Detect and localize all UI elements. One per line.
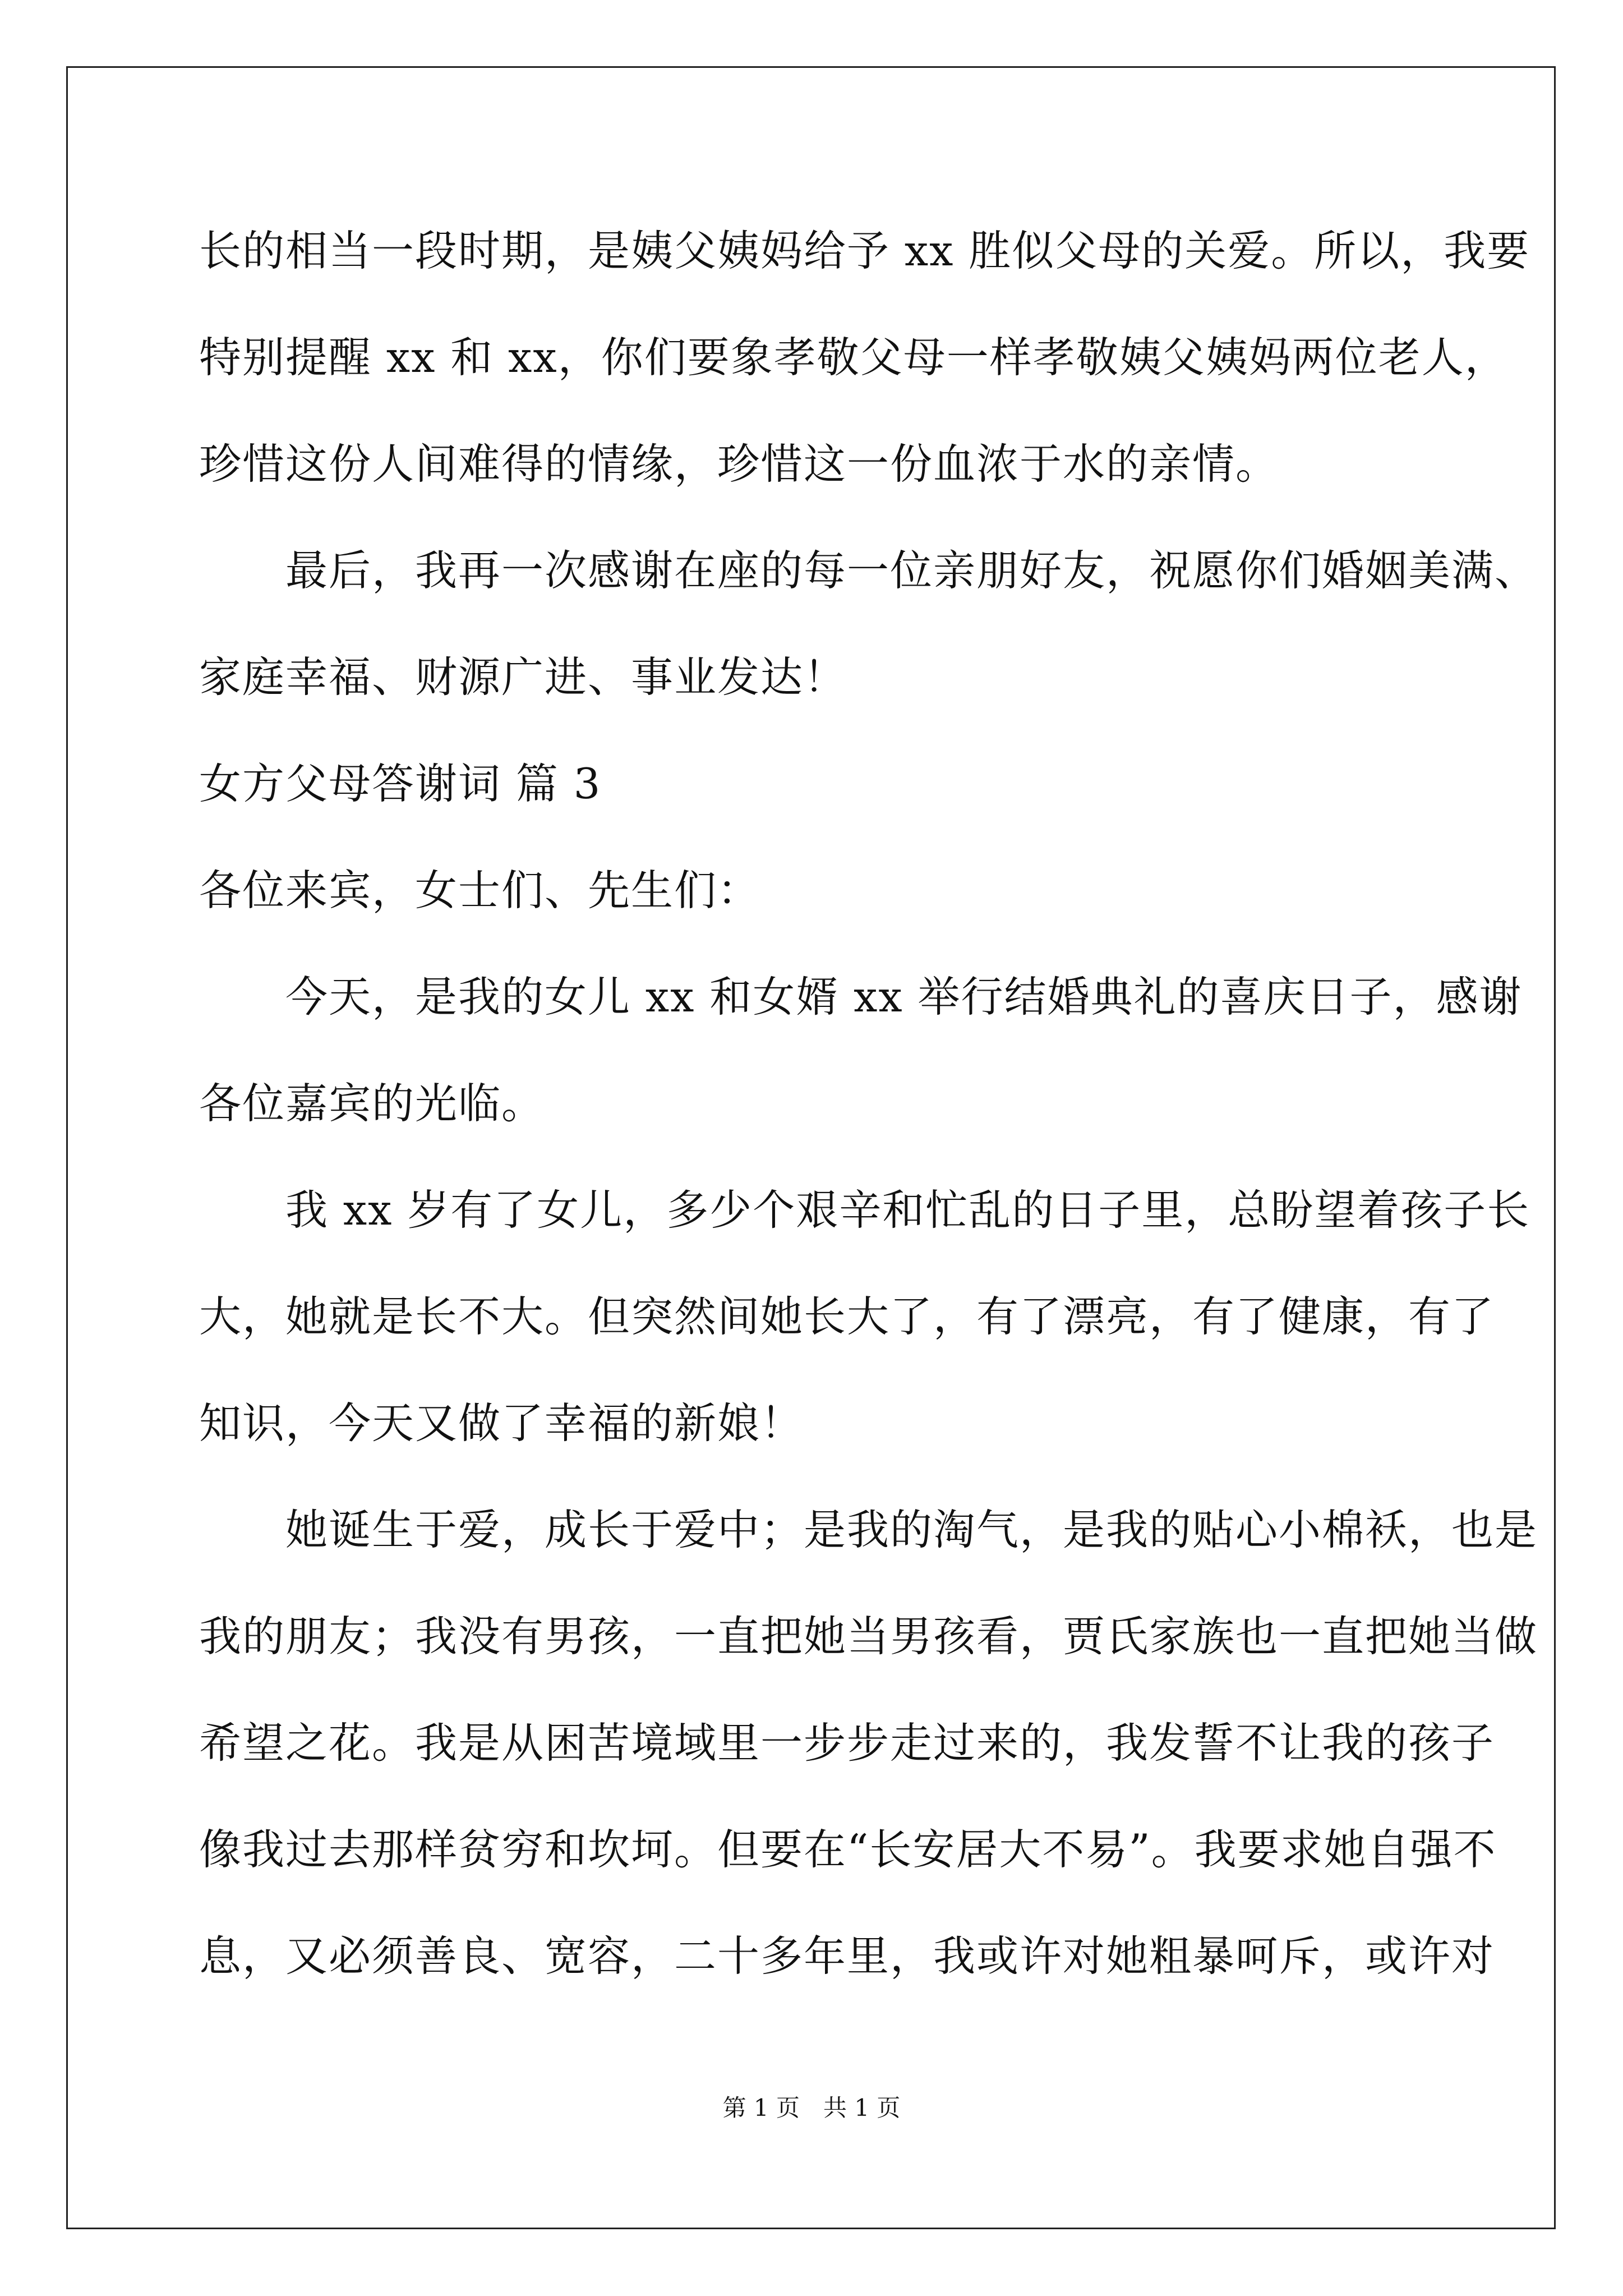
text-line: 希望之花。我是从困苦境域里一步步走过来的，我发誓不让我的孩子: [199, 1718, 1495, 1768]
document-body: [199, 214, 1538, 2026]
text-line: 家庭幸福、财源广进、事业发达！: [199, 652, 847, 702]
section-heading: 女方父母答谢词 篇 3: [199, 759, 602, 808]
page-footer: 第 1 页 共 1 页: [722, 2094, 901, 2122]
text-line: 今天，是我的女儿 xx 和女婿 xx 举行结婚典礼的喜庆日子，感谢: [199, 972, 1523, 1022]
text-line: 各位嘉宾的光临。: [199, 1079, 545, 1128]
text-line: 最后，我再一次感谢在座的每一位亲朋好友，祝愿你们婚姻美满、: [199, 546, 1538, 595]
salutation: 各位来宾，女士们、先生们：: [199, 866, 761, 915]
text-line: 知识，今天又做了幸福的新娘！: [199, 1398, 804, 1448]
text-line: 我的朋友；我没有男孩，一直把她当男孩看，贾氏家族也一直把她当做: [199, 1612, 1538, 1661]
text-line: 她诞生于爱，成长于爱中；是我的淘气，是我的贴心小棉袄，也是: [199, 1505, 1538, 1554]
text-line: 长的相当一段时期，是姨父姨妈给予 xx 胜似父母的关爱。所以，我要: [199, 226, 1530, 275]
text-line: 像我过去那样贫穷和坎坷。但要在“长安居大不易”。我要求她自强不: [199, 1825, 1497, 1874]
text-line: 大，她就是长不大。但突然间她长大了，有了漂亮，有了健康，有了: [199, 1292, 1495, 1341]
text-line: 息，又必须善良、宽容，二十多年里，我或许对她粗暴呵斥，或许对: [199, 1931, 1495, 1981]
text-line: 我 xx 岁有了女儿，多少个艰辛和忙乱的日子里，总盼望着孩子长: [199, 1185, 1530, 1235]
text-line: 特别提醒 xx 和 xx，你们要象孝敬父母一样孝敬姨父姨妈两位老人，: [199, 333, 1508, 382]
text-line: 珍惜这份人间难得的情缘，珍惜这一份血浓于水的亲情。: [199, 439, 1279, 489]
